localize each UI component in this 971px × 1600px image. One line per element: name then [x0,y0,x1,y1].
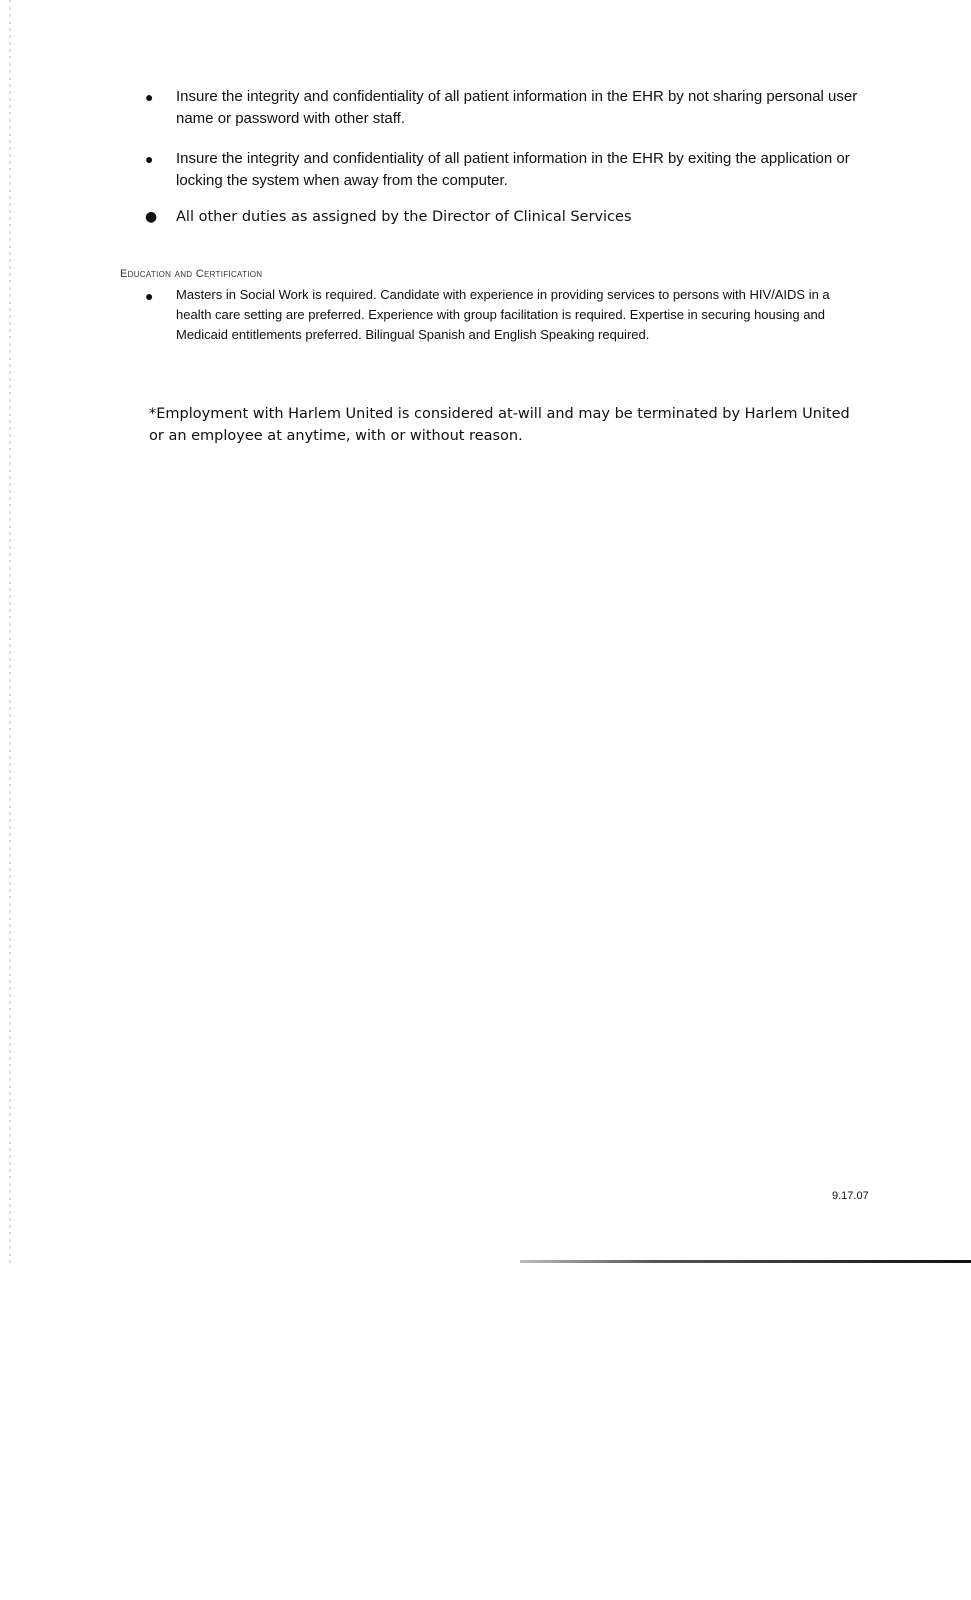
bullet-icon: ● [145,89,154,105]
duty-item [145,86,865,130]
duty-text: Insure the integrity and confidentiality of all patient information in the EHR by exiting the application or locking the system when away from the computer. [176,150,850,189]
bullet-icon: ● [145,151,154,167]
bullet-icon: ● [145,209,158,225]
duties-list [145,86,865,228]
document-date: 9.17.07 [832,1190,869,1202]
duty-item [145,148,865,192]
duty-item [145,206,865,228]
section-heading-education: Education and Certification [120,268,263,280]
footer-rule [520,1260,971,1263]
education-list [145,285,845,345]
scan-edge [9,0,11,1265]
duty-text: All other duties as assigned by the Director of Clinical Services [176,209,632,225]
education-item [145,285,845,345]
duty-text: Insure the integrity and confidentiality of all patient information in the EHR by not sharing personal user name or password with other staff. [176,88,858,127]
education-text: Masters in Social Work is required. Candidate with experience in providing services to persons with HIV/AIDS in a health care setting are preferred. Experience with group facilitation is required. Expertise in securing housing and Medicaid entitlements preferred. Bilingual Spanish and English Speaking required. [176,287,830,342]
employment-disclaimer: *Employment with Harlem United is considered at-will and may be terminated by Harlem United or an employee at anytime, with or without reason. [149,406,850,444]
bullet-icon: ● [145,288,154,304]
